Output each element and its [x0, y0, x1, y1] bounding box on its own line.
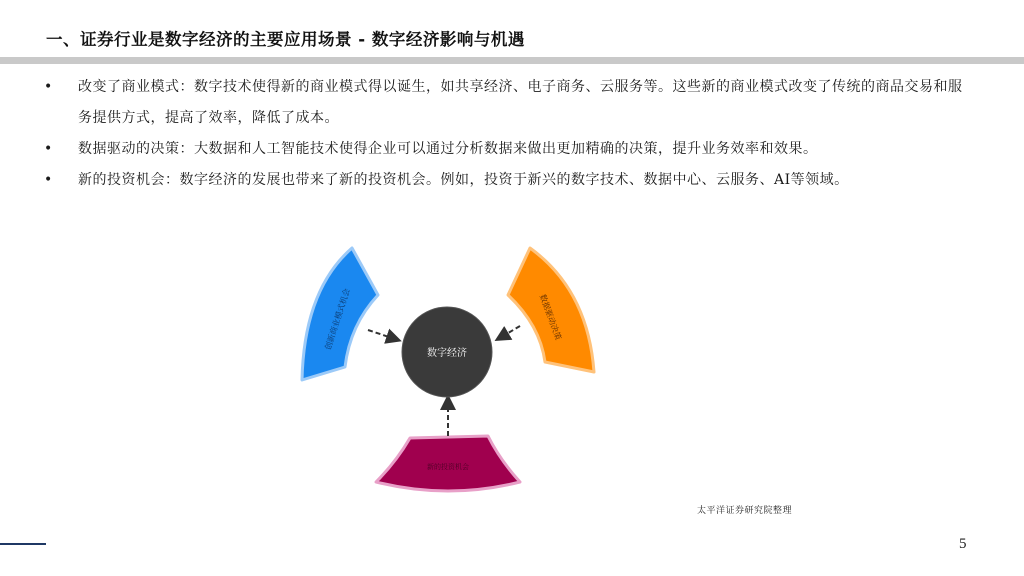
- right-segment-label: 数据驱动决策: [537, 293, 563, 342]
- page-number: 5: [959, 536, 967, 552]
- left-segment-label: 创新商业模式机会: [323, 287, 352, 352]
- bullet-text: 新的投资机会：数字经济的发展也带来了新的投资机会。例如，投资于新兴的数字技术、数据中心、云服务、AI等领域。: [78, 172, 849, 188]
- bottom-segment-label: 新的投资机会: [427, 463, 469, 471]
- page-title: 一、证券行业是数字经济的主要应用场景 - 数字经济影响与机遇: [46, 30, 525, 49]
- bullet-marker: •: [44, 141, 53, 157]
- source-note: 太平洋证券研究院整理: [697, 506, 793, 516]
- arrow-left: [368, 330, 398, 340]
- footer-rule: [0, 543, 46, 545]
- center-label: 数字经济: [427, 348, 467, 359]
- bullet-marker: •: [44, 79, 53, 95]
- arrow-right: [498, 326, 520, 339]
- bullet-text: 改变了商业模式：数字技术使得新的商业模式得以诞生，如共享经济、电子商务、云服务等。这些新的商业模式改变了传统的商品交易和服务提供方式，提高了效率，降低了成本。: [78, 79, 963, 126]
- bullet-marker: •: [44, 172, 53, 188]
- bullet-text: 数据驱动的决策：大数据和人工智能技术使得企业可以通过分析数据来做出更加精确的决策，提升业务效率和效果。: [78, 141, 818, 157]
